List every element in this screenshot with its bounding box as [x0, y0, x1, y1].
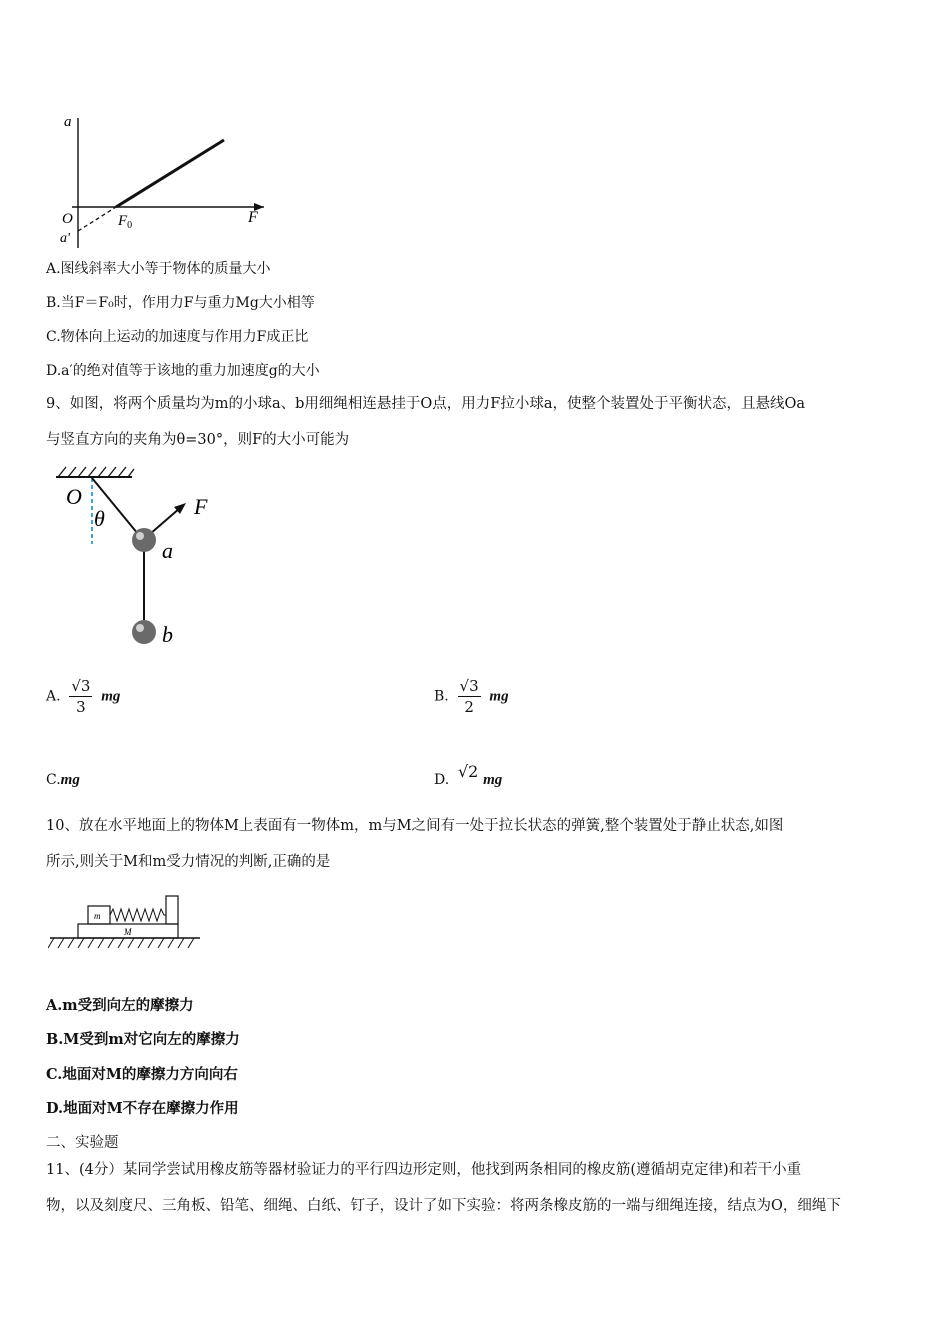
q8-option-d: D.a′的绝对值等于该地的重力加速度g的大小	[46, 363, 320, 379]
ball-b-label: b	[162, 622, 173, 647]
force-f-label: F	[194, 494, 208, 519]
q9-option-d-label: D.	[434, 772, 450, 788]
q10-option-b: B.M受到m对它向左的摩擦力	[46, 1031, 240, 1048]
q10-option-c: C.地面对M的摩擦力方向向右	[46, 1066, 238, 1083]
f0-sub: 0	[127, 220, 133, 231]
q9-option-b-label: B.	[434, 688, 449, 705]
q9-option-c-text: mg	[60, 772, 80, 788]
q8-option-a: A.图线斜率大小等于物体的质量大小	[46, 261, 271, 277]
q9-option-b	[434, 676, 509, 717]
block-m-label: m	[94, 911, 101, 921]
a-f-graph	[52, 110, 277, 250]
origin-label: O	[62, 211, 73, 227]
q9-option-d-root: √2	[457, 762, 479, 781]
q9-option-b-numerator: √3	[459, 677, 479, 695]
axis-x-label: F	[248, 209, 258, 226]
q11-stem-line2: 物，以及刻度尺、三角板、铅笔、细绳、白纸、钉子，设计了如下实验：将两条橡皮筋的一端与细绳连接，结点为O，细绳下	[46, 1198, 841, 1214]
theta-label: θ	[94, 506, 105, 531]
a-prime-label: a'	[60, 231, 70, 246]
block-big-m-label: M	[124, 927, 132, 937]
q9-option-a-fraction	[69, 676, 92, 717]
f0-label	[117, 213, 132, 231]
q9-option-b-fraction	[458, 676, 481, 717]
q9-option-c	[46, 769, 80, 790]
q10-option-d: D.地面对M不存在摩擦力作用	[46, 1100, 239, 1117]
q9-option-b-denominator: 2	[464, 698, 474, 716]
f0-main: F	[118, 213, 128, 229]
q10-stem-line1: 10、放在水平地面上的物体M上表面有一物体m，m与M之间有一处于拉长状态的弹簧,整个装置处于静止状态,如图	[46, 818, 784, 834]
q9-option-c-label: C.	[46, 772, 61, 788]
q9-stem-line1: 9、如图，将两个质量均为m的小球a、b用细绳相连悬挂于O点，用力F拉小球a，使整个装置处于平衡状态，且悬线Oa	[46, 396, 806, 412]
q10-spring-figure	[48, 890, 208, 952]
q8-option-b: B.当F＝F₀时，作用力F与重力Mg大小相等	[46, 295, 315, 311]
q9-option-d	[434, 762, 503, 788]
q9-option-a-unit: mg	[101, 688, 121, 705]
q9-option-a-label: A.	[46, 688, 61, 705]
axis-y-label: a	[64, 114, 72, 130]
ball-a-label: a	[162, 538, 173, 563]
q9-option-b-unit: mg	[489, 688, 509, 705]
q9-option-a	[46, 676, 120, 717]
q9-option-a-numerator: √3	[71, 677, 91, 695]
section-heading: 二、实验题	[46, 1135, 119, 1151]
q9-option-d-unit: mg	[483, 772, 503, 788]
point-o-label: O	[66, 484, 82, 509]
q10-stem-line2: 所示,则关于M和m受力情况的判断,正确的是	[46, 854, 331, 870]
q11-stem-line1: 11、(4分）某同学尝试用橡皮筋等器材验证力的平行四边形定则，他找到两条相同的橡皮筋(遵循胡克定律)和若干小重	[46, 1162, 802, 1178]
q10-option-a: A.m受到向左的摩擦力	[46, 997, 194, 1014]
q9-balls-figure	[50, 462, 230, 652]
q9-stem-line2: 与竖直方向的夹角为θ=30°，则F的大小可能为	[46, 432, 350, 448]
q8-option-c: C.物体向上运动的加速度与作用力F成正比	[46, 329, 309, 345]
q9-option-a-denominator: 3	[76, 698, 86, 716]
